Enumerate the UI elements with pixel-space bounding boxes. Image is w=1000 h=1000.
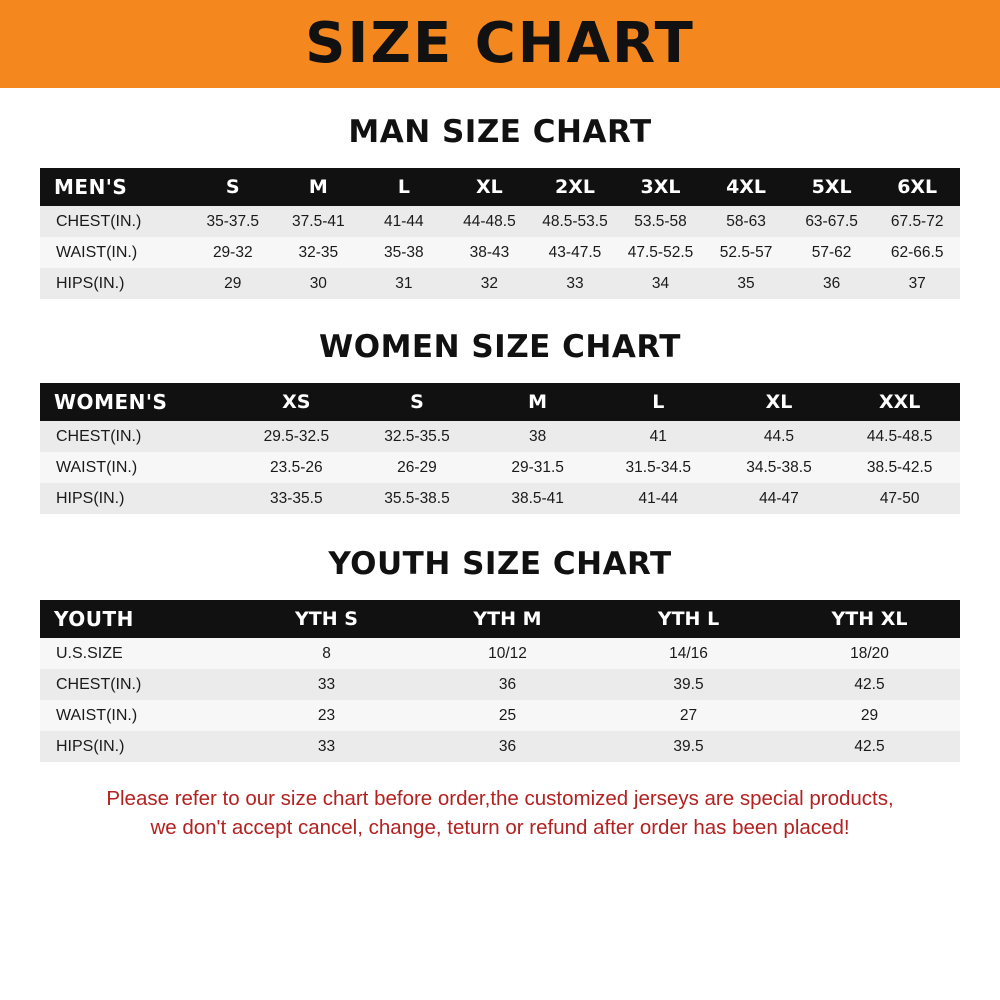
table-header-row xyxy=(40,383,960,421)
cell: 31.5-34.5 xyxy=(625,458,692,476)
man-col-header: S xyxy=(225,176,240,198)
cell: 37 xyxy=(908,274,926,292)
women-col-header: M xyxy=(528,391,548,413)
table-row xyxy=(40,268,960,299)
cell: 33 xyxy=(566,274,584,292)
cell: 30 xyxy=(309,274,327,292)
cell: 38.5-42.5 xyxy=(866,458,933,476)
page-banner xyxy=(0,0,1000,88)
disclaimer-note xyxy=(0,762,1000,842)
cell: 25 xyxy=(498,706,517,724)
cell: 38 xyxy=(529,427,547,445)
cell: 47.5-52.5 xyxy=(627,243,694,261)
women-col-header: XXL xyxy=(878,391,921,413)
cell: 23 xyxy=(317,706,336,724)
cell: 35-37.5 xyxy=(206,212,260,230)
cell: 38.5-41 xyxy=(511,489,564,507)
cell: 41-44 xyxy=(384,212,424,230)
man-col-header: XL xyxy=(476,176,503,198)
youth-col-header: YTH M xyxy=(473,608,542,630)
cell: 27 xyxy=(679,706,698,724)
row-label: HIPS(IN.) xyxy=(56,737,125,755)
row-label: HIPS(IN.) xyxy=(56,274,125,292)
cell: 62-66.5 xyxy=(890,243,944,261)
cell: 32 xyxy=(480,274,499,292)
cell: 41 xyxy=(649,427,667,445)
man-col-header: 3XL xyxy=(640,176,681,198)
cell: 63-67.5 xyxy=(805,212,858,230)
table-row xyxy=(40,452,960,483)
women-size-section xyxy=(0,299,1000,514)
disclaimer-line-1: Please refer to our size chart before order,the customized jerseys are special products, xyxy=(106,787,894,810)
cell: 38-43 xyxy=(469,243,510,261)
cell: 34.5-38.5 xyxy=(746,458,812,476)
cell: 44.5-48.5 xyxy=(866,427,933,445)
cell: 35 xyxy=(737,274,755,292)
cell: 44-48.5 xyxy=(463,212,516,230)
youth-col-header: YTH XL xyxy=(831,608,908,630)
page-title: SIZE CHART xyxy=(305,11,695,76)
man-size-section xyxy=(0,88,1000,299)
cell: 32.5-35.5 xyxy=(384,427,450,445)
youth-table-header xyxy=(40,600,960,638)
cell: 29-31.5 xyxy=(511,458,564,476)
cell: 43-47.5 xyxy=(548,243,602,261)
cell: 23.5-26 xyxy=(270,458,323,476)
cell: 32-35 xyxy=(298,243,339,261)
row-label: U.S.SIZE xyxy=(56,644,123,662)
man-col-header: L xyxy=(397,176,410,198)
cell: 8 xyxy=(322,644,331,662)
youth-corner-label: YOUTH xyxy=(54,607,134,631)
cell: 53.5-58 xyxy=(634,212,687,230)
youth-size-section xyxy=(0,514,1000,762)
man-table-header xyxy=(40,168,960,206)
cell: 35-38 xyxy=(384,243,424,261)
cell: 39.5 xyxy=(673,675,704,693)
disclaimer-line-2: we don't accept cancel, change, teturn or refund after order has been placed! xyxy=(150,816,850,840)
youth-size-table xyxy=(40,600,960,762)
table-row xyxy=(40,700,960,731)
man-col-header: 5XL xyxy=(811,176,852,198)
cell: 10/12 xyxy=(488,644,527,662)
women-corner-label: WOMEN'S xyxy=(54,390,168,414)
row-label: CHEST(IN.) xyxy=(56,427,142,445)
row-label: WAIST(IN.) xyxy=(56,706,138,724)
youth-col-header: YTH S xyxy=(295,608,358,630)
table-row xyxy=(40,638,960,669)
cell: 58-63 xyxy=(726,212,766,230)
table-row xyxy=(40,206,960,237)
man-col-header: 6XL xyxy=(897,176,938,198)
women-section-title: WOMEN SIZE CHART xyxy=(319,329,681,365)
women-col-header: XS xyxy=(282,391,311,413)
women-size-table xyxy=(40,383,960,514)
row-label: CHEST(IN.) xyxy=(56,675,142,693)
cell: 33 xyxy=(317,675,336,693)
youth-col-header: YTH L xyxy=(657,608,720,630)
cell: 37.5-41 xyxy=(292,212,345,230)
man-col-header: M xyxy=(308,176,328,198)
women-col-header: XL xyxy=(765,391,793,413)
cell: 48.5-53.5 xyxy=(542,212,608,230)
row-label: CHEST(IN.) xyxy=(56,212,142,230)
cell: 47-50 xyxy=(879,489,920,507)
cell: 41-44 xyxy=(638,489,679,507)
women-table-header xyxy=(40,383,960,421)
women-table-body xyxy=(40,421,960,514)
cell: 33 xyxy=(317,737,336,755)
man-size-table xyxy=(40,168,960,299)
cell: 57-62 xyxy=(811,243,852,261)
row-label: WAIST(IN.) xyxy=(56,243,138,261)
cell: 36 xyxy=(498,737,517,755)
cell: 67.5-72 xyxy=(890,212,944,230)
cell: 44-47 xyxy=(759,489,799,507)
man-col-header: 2XL xyxy=(554,176,595,198)
cell: 29.5-32.5 xyxy=(263,427,330,445)
cell: 44.5 xyxy=(763,427,795,445)
table-header-row xyxy=(40,168,960,206)
cell: 29 xyxy=(224,274,242,292)
cell: 26-29 xyxy=(397,458,437,476)
man-table-body xyxy=(40,206,960,299)
cell: 29 xyxy=(860,706,879,724)
women-col-header: L xyxy=(652,391,665,413)
women-col-header: S xyxy=(410,391,424,413)
table-header-row xyxy=(40,600,960,638)
table-row xyxy=(40,731,960,762)
cell: 31 xyxy=(395,274,413,292)
man-section-title: MAN SIZE CHART xyxy=(348,114,652,150)
table-row xyxy=(40,669,960,700)
table-row xyxy=(40,483,960,514)
cell: 36 xyxy=(498,675,517,693)
cell: 52.5-57 xyxy=(719,243,773,261)
row-label: HIPS(IN.) xyxy=(56,489,125,507)
youth-table-body xyxy=(40,638,960,762)
man-col-header: 4XL xyxy=(726,176,767,198)
cell: 42.5 xyxy=(854,675,885,693)
youth-section-title: YOUTH SIZE CHART xyxy=(328,546,672,582)
cell: 18/20 xyxy=(850,644,889,662)
cell: 29-32 xyxy=(212,243,253,261)
row-label: WAIST(IN.) xyxy=(56,458,138,476)
cell: 14/16 xyxy=(669,644,708,662)
man-corner-label: MEN'S xyxy=(54,175,128,199)
cell: 42.5 xyxy=(854,737,885,755)
table-row xyxy=(40,421,960,452)
cell: 39.5 xyxy=(673,737,704,755)
table-row xyxy=(40,237,960,268)
cell: 33-35.5 xyxy=(270,489,323,507)
cell: 36 xyxy=(822,274,841,292)
cell: 35.5-38.5 xyxy=(384,489,450,507)
cell: 34 xyxy=(651,274,670,292)
